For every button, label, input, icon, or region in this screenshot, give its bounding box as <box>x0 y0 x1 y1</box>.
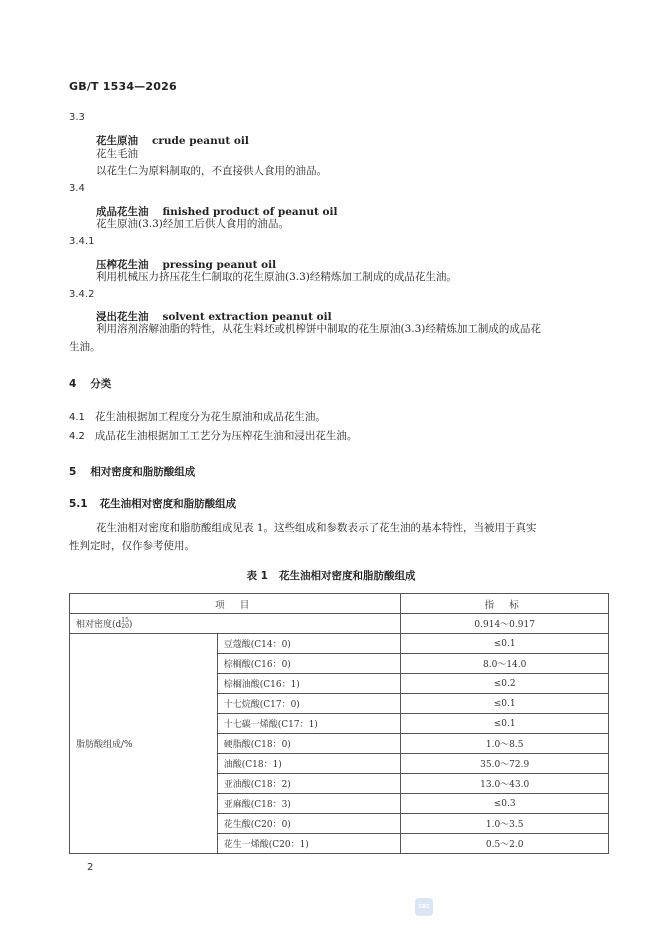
clause <box>69 428 357 443</box>
fatty-acid-table <box>69 593 609 854</box>
term-cn: 花生原油 <box>96 135 138 147</box>
section-title: 分类 <box>90 378 112 390</box>
acid-value: ≤0.1 <box>401 634 609 654</box>
acid-value: ≤0.1 <box>401 714 609 734</box>
term-line: 以花生仁为原料制取的，不直接供人食用的油品。 <box>96 165 327 177</box>
header-value: 指 标 <box>401 594 609 614</box>
term-en: pressing peanut oil <box>162 259 277 271</box>
term-cn: 压榨花生油 <box>96 259 149 271</box>
table-row <box>70 634 609 654</box>
term-line: 花生毛油 <box>96 148 138 160</box>
term-number: 3.4 <box>69 183 85 194</box>
section-heading <box>69 464 195 479</box>
term-en: finished product of peanut oil <box>162 206 338 218</box>
acid-name: 豆蔻酸(C14：0) <box>217 634 401 654</box>
subsection-number: 5.1 <box>69 498 88 510</box>
section-heading <box>69 376 111 391</box>
table-header-row <box>70 594 609 614</box>
density-label: 相对密度(d 15 20 ) <box>70 614 401 634</box>
acid-value: 1.0～3.5 <box>401 814 609 834</box>
density-sup: 15 <box>121 617 129 625</box>
term-en: crude peanut oil <box>152 135 249 147</box>
subsection-heading <box>69 496 236 511</box>
term-line: 利用机械压力挤压花生仁制取的花生原油(3.3)经精炼加工制成的成品花生油。 <box>96 271 457 283</box>
clause-text: 成品花生油根据加工工艺分为压榨花生油和浸出花生油。 <box>94 430 358 442</box>
term-line: 花生原油(3.3)经加工后供人食用的油品。 <box>96 218 289 230</box>
term-line: 生油。 <box>69 341 101 353</box>
acid-name: 油酸(C18：1) <box>217 754 401 774</box>
term-cn: 浸出花生油 <box>96 311 149 323</box>
clause-text: 花生油根据加工程度分为花生原油和成品花生油。 <box>94 411 326 423</box>
section-number: 4 <box>69 378 77 390</box>
acid-value: 8.0～14.0 <box>401 654 609 674</box>
density-sub: 20 <box>121 623 129 631</box>
term-number: 3.4.1 <box>69 236 95 247</box>
acid-value: ≤0.3 <box>401 794 609 814</box>
header-item: 项 目 <box>70 594 401 614</box>
acid-name: 十七烷酸(C17：0) <box>217 694 401 714</box>
acid-value: 1.0～8.5 <box>401 734 609 754</box>
fatty-acid-label: 脂肪酸组成/% <box>70 634 218 854</box>
subsection-title: 花生油相对密度和脂肪酸组成 <box>99 498 237 510</box>
acid-name: 亚麻酸(C18：3) <box>217 794 401 814</box>
term-title <box>96 129 249 148</box>
acid-name: 棕榈酸(C16：0) <box>217 654 401 674</box>
section-number: 5 <box>69 466 77 478</box>
acid-value: 0.5～2.0 <box>401 834 609 854</box>
clause-number: 4.2 <box>69 431 85 442</box>
standard-code: GB/T 1534—2026 <box>69 80 177 93</box>
term-en: solvent extraction peanut oil <box>162 311 332 323</box>
term-cn: 成品花生油 <box>96 206 149 218</box>
term-line: 利用溶剂溶解油脂的特性，从花生料坯或机榨饼中制取的花生原油(3.3)经精炼加工制成的成品花 <box>96 323 541 335</box>
page-number: 2 <box>87 862 94 873</box>
clause <box>69 409 326 424</box>
table-row <box>70 614 609 634</box>
clause-number: 4.1 <box>69 412 85 423</box>
term-number: 3.3 <box>69 112 85 123</box>
acid-name: 棕榈油酸(C16：1) <box>217 674 401 694</box>
acid-value: ≤0.1 <box>401 694 609 714</box>
table-caption: 表 1 花生油相对密度和脂肪酸组成 <box>246 570 416 582</box>
acid-name: 十七碳一烯酸(C17：1) <box>217 714 401 734</box>
section-title: 相对密度和脂肪酸组成 <box>90 466 196 478</box>
publisher-logo-icon: GBC <box>415 898 433 916</box>
paragraph-line: 性判定时，仅作参考使用。 <box>69 540 195 552</box>
paragraph-line: 花生油相对密度和脂肪酸组成见表 1。这些组成和参数表示了花生油的基本特性，当被用于真实 <box>96 522 537 534</box>
density-value: 0.914～0.917 <box>401 614 609 634</box>
acid-value: ≤0.2 <box>401 674 609 694</box>
term-number: 3.4.2 <box>69 289 95 300</box>
acid-name: 花生一烯酸(C20：1) <box>217 834 401 854</box>
acid-name: 亚油酸(C18：2) <box>217 774 401 794</box>
acid-name: 花生酸(C20：0) <box>217 814 401 834</box>
acid-value: 35.0～72.9 <box>401 754 609 774</box>
acid-name: 硬脂酸(C18：0) <box>217 734 401 754</box>
acid-value: 13.0～43.0 <box>401 774 609 794</box>
